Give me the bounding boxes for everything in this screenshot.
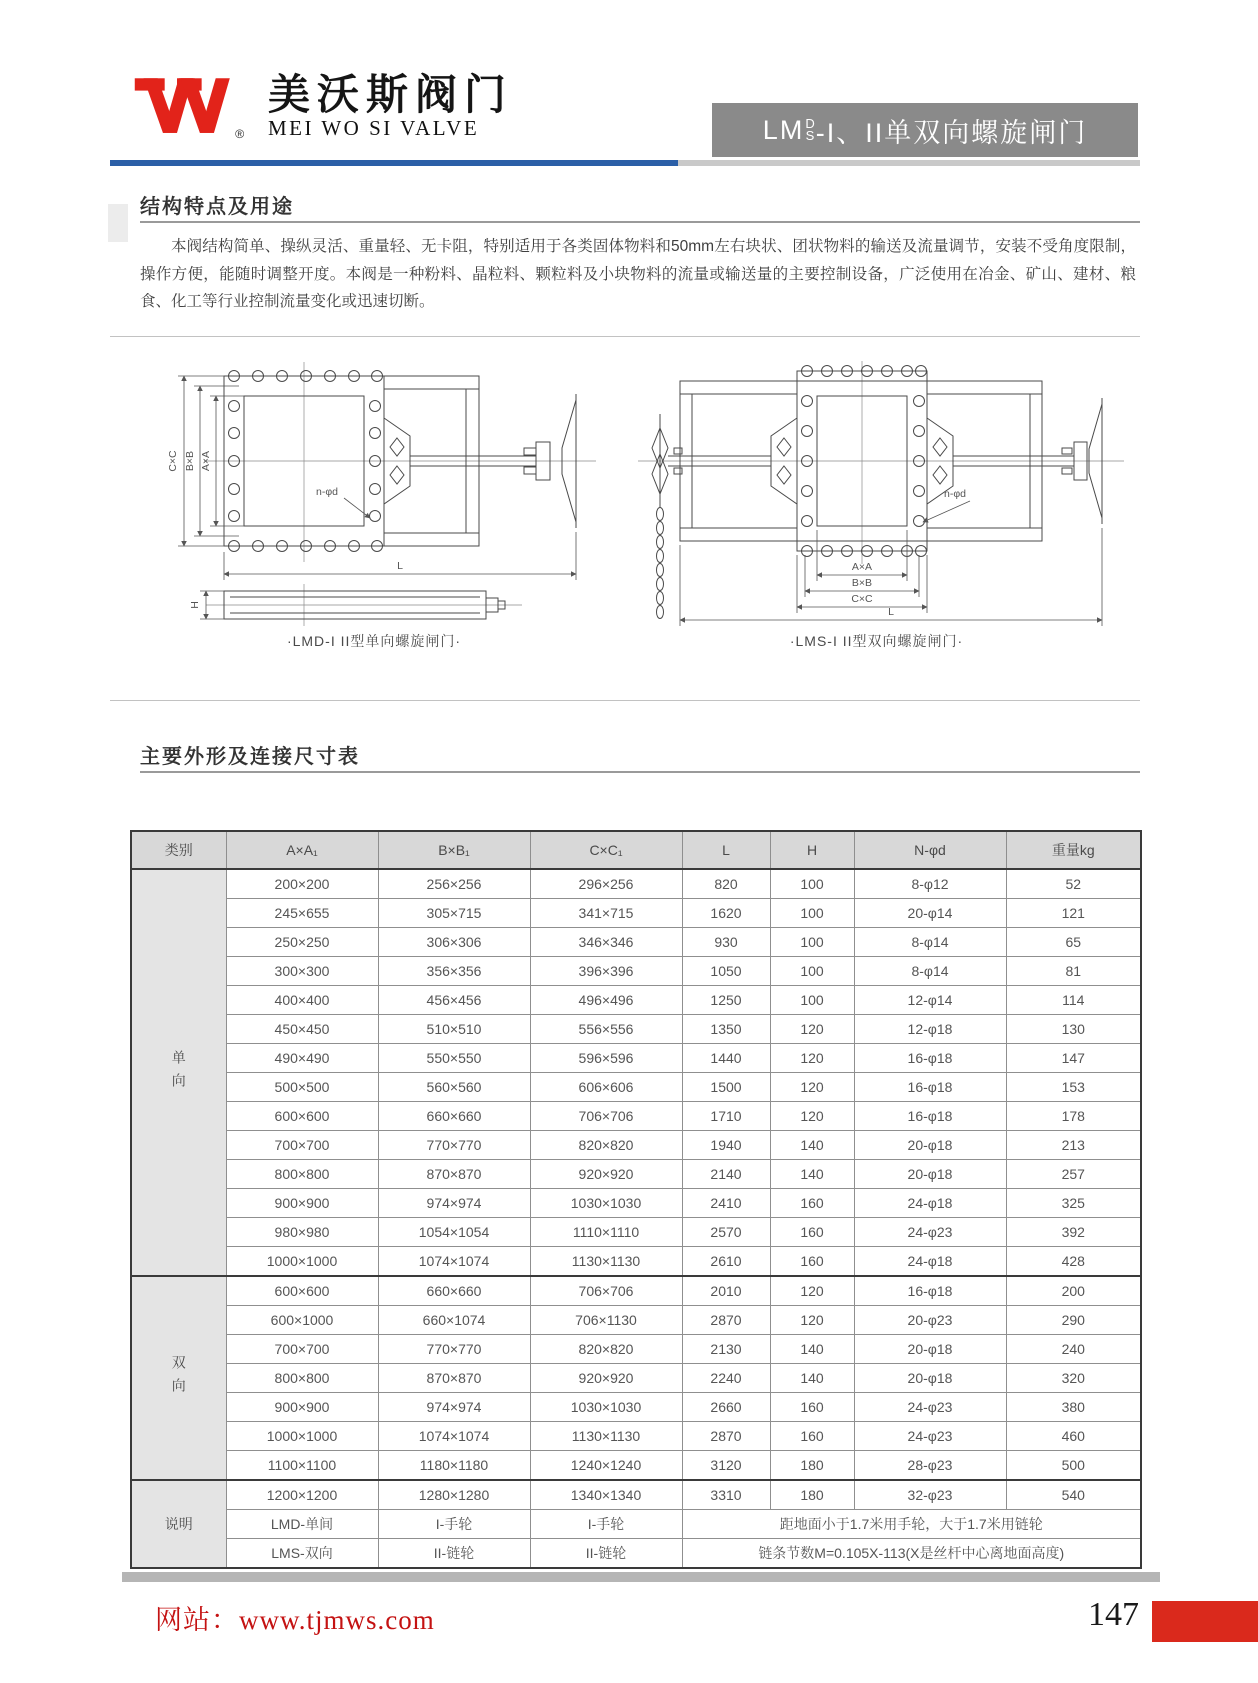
spec-cell: 100 <box>770 928 854 957</box>
lmd-caption: ·LMD-I II型单向螺旋闸门· <box>286 633 462 649</box>
spec-cell: 706×706 <box>530 1102 682 1131</box>
table-row <box>131 1218 1141 1247</box>
spec-cell: 1940 <box>682 1131 770 1160</box>
spec-cell: 1000×1000 <box>226 1422 378 1451</box>
spec-cell: 120 <box>770 1276 854 1306</box>
column-header: 类别 <box>131 831 226 869</box>
spec-cell: 296×256 <box>530 869 682 899</box>
spec-cell: 16-φ18 <box>854 1276 1006 1306</box>
spec-cell: LMD-单间 <box>226 1510 378 1539</box>
header-divider <box>110 160 1140 166</box>
margin-mark <box>108 204 128 242</box>
spec-cell: 700×700 <box>226 1131 378 1160</box>
spec-cell: 500 <box>1006 1451 1141 1481</box>
spec-cell: 160 <box>770 1247 854 1277</box>
model-ds-stack <box>805 118 814 142</box>
spec-cell: 240 <box>1006 1335 1141 1364</box>
spec-cell: 770×770 <box>378 1131 530 1160</box>
spec-cell: 2570 <box>682 1218 770 1247</box>
dim-label-axa: A×A <box>200 450 212 472</box>
divider-line-2 <box>110 700 1140 701</box>
table-row <box>131 986 1141 1015</box>
dim-label-nphid: n-φd <box>943 488 966 500</box>
spec-cell: 2240 <box>682 1364 770 1393</box>
footer-bar <box>122 1572 1160 1582</box>
spec-cell: 213 <box>1006 1131 1141 1160</box>
category-cell: 单向 <box>131 869 226 1276</box>
spec-cell: 320 <box>1006 1364 1141 1393</box>
spec-cell: 160 <box>770 1393 854 1422</box>
spec-cell: 870×870 <box>378 1160 530 1189</box>
table-row <box>131 1306 1141 1335</box>
lmd-drawing <box>144 356 604 628</box>
spec-cell: 660×1074 <box>378 1306 530 1335</box>
spec-cell: 20-φ18 <box>854 1131 1006 1160</box>
spec-cell: 606×606 <box>530 1073 682 1102</box>
spec-cell: 120 <box>770 1044 854 1073</box>
dim-label-bxb: B×B <box>851 577 872 589</box>
category-cell: 说明 <box>131 1480 226 1568</box>
spec-cell: 160 <box>770 1422 854 1451</box>
spec-table <box>130 830 1142 1569</box>
spec-cell: 256×256 <box>378 869 530 899</box>
table-row <box>131 1364 1141 1393</box>
table-row <box>131 1335 1141 1364</box>
table-row <box>131 1480 1141 1510</box>
dim-label-l: L <box>397 560 403 572</box>
spec-cell: 706×1130 <box>530 1306 682 1335</box>
spec-cell: 770×770 <box>378 1335 530 1364</box>
spec-cell: 2130 <box>682 1335 770 1364</box>
spec-cell: 8-φ14 <box>854 928 1006 957</box>
spec-cell: 820×820 <box>530 1335 682 1364</box>
spec-cell: 200 <box>1006 1276 1141 1306</box>
spec-cell: 510×510 <box>378 1015 530 1044</box>
spec-cell: 2010 <box>682 1276 770 1306</box>
dim-label-cxc: C×C <box>850 593 873 605</box>
model-sup: D <box>805 116 815 131</box>
spec-cell: 距地面小于1.7米用手轮，大于1.7米用链轮 <box>682 1510 1141 1539</box>
spec-cell: 24-φ18 <box>854 1189 1006 1218</box>
spec-cell: 140 <box>770 1160 854 1189</box>
spec-cell: 1110×1110 <box>530 1218 682 1247</box>
page-corner-block <box>1152 1601 1258 1642</box>
spec-cell: 130 <box>1006 1015 1141 1044</box>
column-header: B×B₁ <box>378 831 530 869</box>
divider-line-1 <box>110 336 1140 337</box>
spec-cell: 20-φ23 <box>854 1306 1006 1335</box>
header-divider-gray <box>678 160 1140 166</box>
spec-cell: 356×356 <box>378 957 530 986</box>
spec-cell: 1130×1130 <box>530 1247 682 1277</box>
dim-label-bxb: B×B <box>184 450 196 472</box>
spec-cell: 396×396 <box>530 957 682 986</box>
spec-cell: 1710 <box>682 1102 770 1131</box>
spec-cell: 305×715 <box>378 899 530 928</box>
spec-cell: 120 <box>770 1306 854 1335</box>
spec-cell: 456×456 <box>378 986 530 1015</box>
spec-cell: 800×800 <box>226 1160 378 1189</box>
spec-cell: 16-φ18 <box>854 1044 1006 1073</box>
spec-cell: 24-φ23 <box>854 1422 1006 1451</box>
spec-cell: 1074×1074 <box>378 1422 530 1451</box>
registered-mark: ® <box>235 127 245 142</box>
page-title-bar <box>712 103 1138 157</box>
spec-cell: 1440 <box>682 1044 770 1073</box>
spec-cell: 250×250 <box>226 928 378 957</box>
spec-cell: 556×556 <box>530 1015 682 1044</box>
model-suffix: -I、II单双向螺旋闸门 <box>815 117 1088 148</box>
brand-logo-icon <box>133 60 265 152</box>
table-row <box>131 1102 1141 1131</box>
table-row <box>131 1451 1141 1481</box>
spec-cell: 325 <box>1006 1189 1141 1218</box>
features-title-rule <box>140 221 1140 223</box>
spec-cell: 32-φ23 <box>854 1480 1006 1510</box>
spec-cell: 16-φ18 <box>854 1102 1006 1131</box>
spec-cell: 870×870 <box>378 1364 530 1393</box>
spec-cell: 140 <box>770 1131 854 1160</box>
table-row <box>131 1276 1141 1306</box>
spec-cell: 12-φ14 <box>854 986 1006 1015</box>
spec-cell: 147 <box>1006 1044 1141 1073</box>
spec-cell: 120 <box>770 1015 854 1044</box>
spec-cell: 120 <box>770 1102 854 1131</box>
drawings-row <box>138 356 1143 651</box>
table-row <box>131 1247 1141 1277</box>
spec-cell: 2410 <box>682 1189 770 1218</box>
spec-cell: 341×715 <box>530 899 682 928</box>
table-row <box>131 1160 1141 1189</box>
spec-cell: 20-φ18 <box>854 1364 1006 1393</box>
website-link[interactable]: 网站：www.tjmws.com <box>155 1605 435 1635</box>
spec-cell: 100 <box>770 986 854 1015</box>
dim-label-nphid: n-φd <box>316 486 338 498</box>
spec-cell: 496×496 <box>530 986 682 1015</box>
spec-cell: 24-φ18 <box>854 1247 1006 1277</box>
spec-cell: 114 <box>1006 986 1141 1015</box>
table-row <box>131 1393 1141 1422</box>
chain-icon <box>656 508 663 619</box>
spec-cell: I-手轮 <box>530 1510 682 1539</box>
spec-cell: 2610 <box>682 1247 770 1277</box>
spec-cell: 8-φ14 <box>854 957 1006 986</box>
spec-cell: 920×920 <box>530 1364 682 1393</box>
spec-cell: LMS-双向 <box>226 1539 378 1569</box>
figure-lms <box>610 356 1143 651</box>
spec-cell: 974×974 <box>378 1393 530 1422</box>
spec-cell: 600×600 <box>226 1276 378 1306</box>
spec-cell: 660×660 <box>378 1102 530 1131</box>
spec-cell: 974×974 <box>378 1189 530 1218</box>
spec-cell: 20-φ14 <box>854 899 1006 928</box>
features-paragraph: 本阀结构简单、操纵灵活、重量轻、无卡阻，特别适用于各类固体物料和50mm左右块状、团状物料的输送及流量调节，安装不受角度限制，操作方便，能随时调整开度。本阀是一种粉料、晶粒料、颗粒料及小块物料的流量或输送量的主要控制设备，广泛使用在冶金、矿山、建材、粮食、化工等行业控制流量变化或迅速切断。 <box>140 238 1136 310</box>
spec-cell: 706×706 <box>530 1276 682 1306</box>
spec-cell: 306×306 <box>378 928 530 957</box>
spec-cell: 980×980 <box>226 1218 378 1247</box>
spec-cell: 1000×1000 <box>226 1247 378 1277</box>
spec-cell: 392 <box>1006 1218 1141 1247</box>
spec-cell: 1200×1200 <box>226 1480 378 1510</box>
features-section-title: 结构特点及用途 <box>140 196 294 218</box>
table-row <box>131 1510 1141 1539</box>
spec-cell: 140 <box>770 1335 854 1364</box>
dim-label-h: H <box>189 601 201 609</box>
spec-cell: 3310 <box>682 1480 770 1510</box>
table-row <box>131 957 1141 986</box>
spec-cell: II-链轮 <box>530 1539 682 1569</box>
spec-cell: 550×550 <box>378 1044 530 1073</box>
column-header: A×A₁ <box>226 831 378 869</box>
spec-cell: 1500 <box>682 1073 770 1102</box>
column-header: H <box>770 831 854 869</box>
spec-cell: 600×1000 <box>226 1306 378 1335</box>
table-row <box>131 1044 1141 1073</box>
model-sub: S <box>805 128 815 143</box>
spec-cell: 1050 <box>682 957 770 986</box>
spec-cell: 300×300 <box>226 957 378 986</box>
dimensions-section-title: 主要外形及连接尺寸表 <box>140 746 360 768</box>
spec-cell: 20-φ18 <box>854 1160 1006 1189</box>
figure-lmd <box>138 356 610 651</box>
spec-cell: 560×560 <box>378 1073 530 1102</box>
spec-cell: 1280×1280 <box>378 1480 530 1510</box>
spec-cell: 2870 <box>682 1422 770 1451</box>
spec-cell: 900×900 <box>226 1189 378 1218</box>
spec-cell: 2870 <box>682 1306 770 1335</box>
spec-cell: 540 <box>1006 1480 1141 1510</box>
table-header-row <box>131 831 1141 869</box>
spec-cell: 153 <box>1006 1073 1141 1102</box>
spec-cell: 1054×1054 <box>378 1218 530 1247</box>
spec-cell: 1620 <box>682 899 770 928</box>
dim-label-cxc: C×C <box>167 450 179 472</box>
spec-cell: 65 <box>1006 928 1141 957</box>
spec-cell: 16-φ18 <box>854 1073 1006 1102</box>
spec-cell: 290 <box>1006 1306 1141 1335</box>
spec-cell: 1180×1180 <box>378 1451 530 1481</box>
table-row <box>131 1015 1141 1044</box>
spec-cell: 500×500 <box>226 1073 378 1102</box>
lms-caption: ·LMS-I II型双向螺旋闸门· <box>789 633 964 649</box>
spec-cell: 12-φ18 <box>854 1015 1006 1044</box>
spec-cell: 380 <box>1006 1393 1141 1422</box>
spec-cell: 81 <box>1006 957 1141 986</box>
spec-cell: 1250 <box>682 986 770 1015</box>
spec-cell: 24-φ23 <box>854 1218 1006 1247</box>
spec-cell: 1074×1074 <box>378 1247 530 1277</box>
spec-cell: 450×450 <box>226 1015 378 1044</box>
spec-cell: 100 <box>770 957 854 986</box>
spec-cell: 1240×1240 <box>530 1451 682 1481</box>
spec-cell: 400×400 <box>226 986 378 1015</box>
spec-cell: 121 <box>1006 899 1141 928</box>
spec-cell: 800×800 <box>226 1364 378 1393</box>
spec-cell: II-链轮 <box>378 1539 530 1569</box>
spec-cell: 930 <box>682 928 770 957</box>
header-divider-blue <box>110 160 678 166</box>
spec-cell: 460 <box>1006 1422 1141 1451</box>
dimensions-title-rule <box>140 771 1140 773</box>
spec-cell: 245×655 <box>226 899 378 928</box>
spec-cell: 428 <box>1006 1247 1141 1277</box>
spec-cell: 20-φ18 <box>854 1335 1006 1364</box>
column-header: 重量kg <box>1006 831 1141 869</box>
table-row <box>131 1539 1141 1569</box>
spec-cell: 1130×1130 <box>530 1422 682 1451</box>
spec-cell: 52 <box>1006 869 1141 899</box>
spec-cell: 24-φ23 <box>854 1393 1006 1422</box>
spec-cell: 200×200 <box>226 869 378 899</box>
table-row <box>131 928 1141 957</box>
table-row <box>131 1131 1141 1160</box>
table-row <box>131 869 1141 899</box>
column-header: N-φd <box>854 831 1006 869</box>
column-header: L <box>682 831 770 869</box>
table-row <box>131 1073 1141 1102</box>
spec-cell: 链条节数M=0.105X-113(X是丝杆中心离地面高度) <box>682 1539 1141 1569</box>
category-cell: 双向 <box>131 1276 226 1480</box>
page-number: 147 <box>1088 1596 1139 1633</box>
spec-cell: 180 <box>770 1451 854 1481</box>
spec-cell: 180 <box>770 1480 854 1510</box>
column-header: C×C₁ <box>530 831 682 869</box>
spec-cell: 1100×1100 <box>226 1451 378 1481</box>
dim-label-l: L <box>887 606 894 618</box>
spec-cell: 140 <box>770 1364 854 1393</box>
spec-cell: 820×820 <box>530 1131 682 1160</box>
spec-cell: I-手轮 <box>378 1510 530 1539</box>
spec-cell: 2140 <box>682 1160 770 1189</box>
brand-name-en: MEI WO SI VALVE <box>268 116 480 140</box>
spec-cell: 1350 <box>682 1015 770 1044</box>
spec-cell: 100 <box>770 869 854 899</box>
table-row <box>131 1189 1141 1218</box>
spec-cell: 600×600 <box>226 1102 378 1131</box>
model-prefix: LM <box>762 114 805 145</box>
spec-cell: 160 <box>770 1218 854 1247</box>
lms-drawing <box>622 356 1132 628</box>
spec-cell: 1030×1030 <box>530 1393 682 1422</box>
table-row <box>131 899 1141 928</box>
spec-cell: 490×490 <box>226 1044 378 1073</box>
spec-cell: 3120 <box>682 1451 770 1481</box>
spec-cell: 920×920 <box>530 1160 682 1189</box>
dim-label-axa: A×A <box>851 561 872 573</box>
spec-cell: 100 <box>770 899 854 928</box>
spec-cell: 900×900 <box>226 1393 378 1422</box>
spec-cell: 120 <box>770 1073 854 1102</box>
brand-name-cn: 美沃斯阀门 <box>268 71 514 118</box>
spec-cell: 28-φ23 <box>854 1451 1006 1481</box>
spec-cell: 596×596 <box>530 1044 682 1073</box>
spec-cell: 178 <box>1006 1102 1141 1131</box>
spec-cell: 346×346 <box>530 928 682 957</box>
spec-cell: 660×660 <box>378 1276 530 1306</box>
spec-cell: 700×700 <box>226 1335 378 1364</box>
spec-table-body <box>131 869 1141 1568</box>
spec-cell: 160 <box>770 1189 854 1218</box>
spec-cell: 2660 <box>682 1393 770 1422</box>
spec-cell: 1340×1340 <box>530 1480 682 1510</box>
spec-cell: 1030×1030 <box>530 1189 682 1218</box>
spec-cell: 8-φ12 <box>854 869 1006 899</box>
spec-cell: 257 <box>1006 1160 1141 1189</box>
table-row <box>131 1422 1141 1451</box>
spec-cell: 820 <box>682 869 770 899</box>
